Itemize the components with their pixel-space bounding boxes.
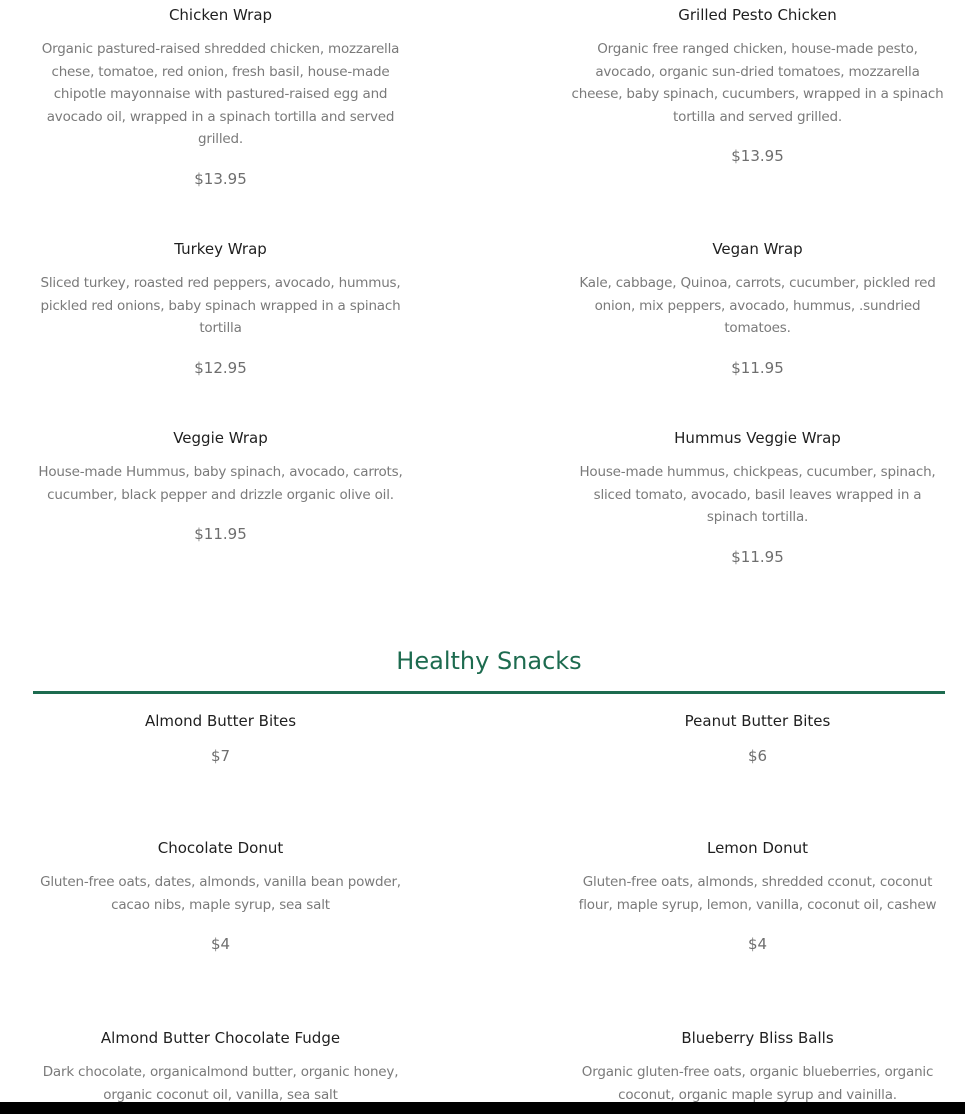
menu-item-veggie-wrap	[33, 428, 408, 544]
item-price: $6	[747, 747, 768, 765]
item-description: House-made hummus, chickpeas, cucumber, spinach, sliced tomato, avocado, basil leaves wrapped in a spinach tortilla.	[579, 464, 936, 525]
item-price: $13.95	[731, 147, 784, 165]
menu-item-chocolate-donut	[33, 838, 408, 954]
item-price: $11.95	[731, 547, 784, 566]
item-name: Grilled Pesto Chicken	[678, 6, 837, 24]
item-price: $7	[210, 747, 231, 765]
item-price: $11.95	[194, 525, 247, 543]
item-price: $11.95	[731, 358, 784, 377]
bottom-bar	[0, 1102, 965, 1114]
menu-item-almond-butter-bites	[33, 711, 408, 766]
item-name: Hummus Veggie Wrap	[674, 429, 841, 447]
item-name: Vegan Wrap	[712, 240, 803, 258]
item-description: Organic gluten-free oats, organic blueberries, organic coconut, organic maple syrup and vainilla.	[581, 1064, 934, 1103]
item-name: Almond Butter Bites	[144, 712, 297, 730]
item-name: Chocolate Donut	[157, 839, 284, 857]
item-description: House-made Hummus, baby spinach, avocado, carrots, cucumber, black pepper and drizzle organic olive oil.	[38, 464, 403, 503]
menu-item-blueberry-bliss-balls	[570, 1028, 945, 1106]
item-name: Turkey Wrap	[174, 240, 267, 258]
item-description: Kale, cabbage, Quinoa, carrots, cucumber, pickled red onion, mix peppers, avocado, hummus, .sundried tomatoes.	[579, 275, 936, 336]
item-description: Gluten-free oats, almonds, shredded cconut, coconut flour, maple syrup, lemon, vanilla, coconut oil, cashew	[578, 874, 937, 913]
menu-item-hummus-veggie-wrap	[570, 428, 945, 567]
menu-item-grilled-pesto-chicken	[570, 5, 945, 166]
item-price: $13.95	[194, 169, 247, 188]
item-description: Sliced turkey, roasted red peppers, avocado, hummus, pickled red onions, baby spinach wrapped in a spinach tortilla	[40, 275, 401, 336]
menu-item-peanut-butter-bites	[570, 711, 945, 766]
menu-item-turkey-wrap	[33, 239, 408, 378]
item-name: Lemon Donut	[706, 839, 808, 857]
item-name: Peanut Butter Bites	[684, 712, 831, 730]
item-price: $4	[210, 935, 231, 953]
item-description: Dark chocolate, organicalmond butter, organic honey, organic coconut oil, vanilla, sea salt	[42, 1064, 399, 1103]
menu-item-almond-butter-chocolate-fudge	[33, 1028, 408, 1106]
menu-item-vegan-wrap	[570, 239, 945, 378]
item-name: Chicken Wrap	[168, 6, 273, 24]
item-description: Gluten-free oats, dates, almonds, vanilla bean powder, cacao nibs, maple syrup, sea salt	[40, 874, 401, 913]
item-name: Veggie Wrap	[173, 429, 268, 447]
item-description: Organic free ranged chicken, house-made pesto, avocado, organic sun-dried tomatoes, mozzarella cheese, baby spinach, cucumbers, wrapped in a spinach tortilla and served grilled.	[571, 41, 944, 125]
section-divider	[33, 691, 945, 694]
item-price: $4	[747, 935, 768, 953]
item-description: Organic pastured-raised shredded chicken, mozzarella chese, tomatoe, red onion, fresh basil, house-made chipotle mayonnaise with pastured-raised egg and avocado oil, wrapped in a spinach tortilla and served grilled.	[41, 41, 400, 147]
menu-item-lemon-donut	[570, 838, 945, 954]
item-price: $12.95	[194, 358, 247, 377]
item-name: Blueberry Bliss Balls	[681, 1029, 834, 1047]
section-title-healthy-snacks: Healthy Snacks	[396, 647, 582, 675]
item-name: Almond Butter Chocolate Fudge	[100, 1029, 341, 1047]
menu-item-chicken-wrap	[33, 5, 408, 189]
